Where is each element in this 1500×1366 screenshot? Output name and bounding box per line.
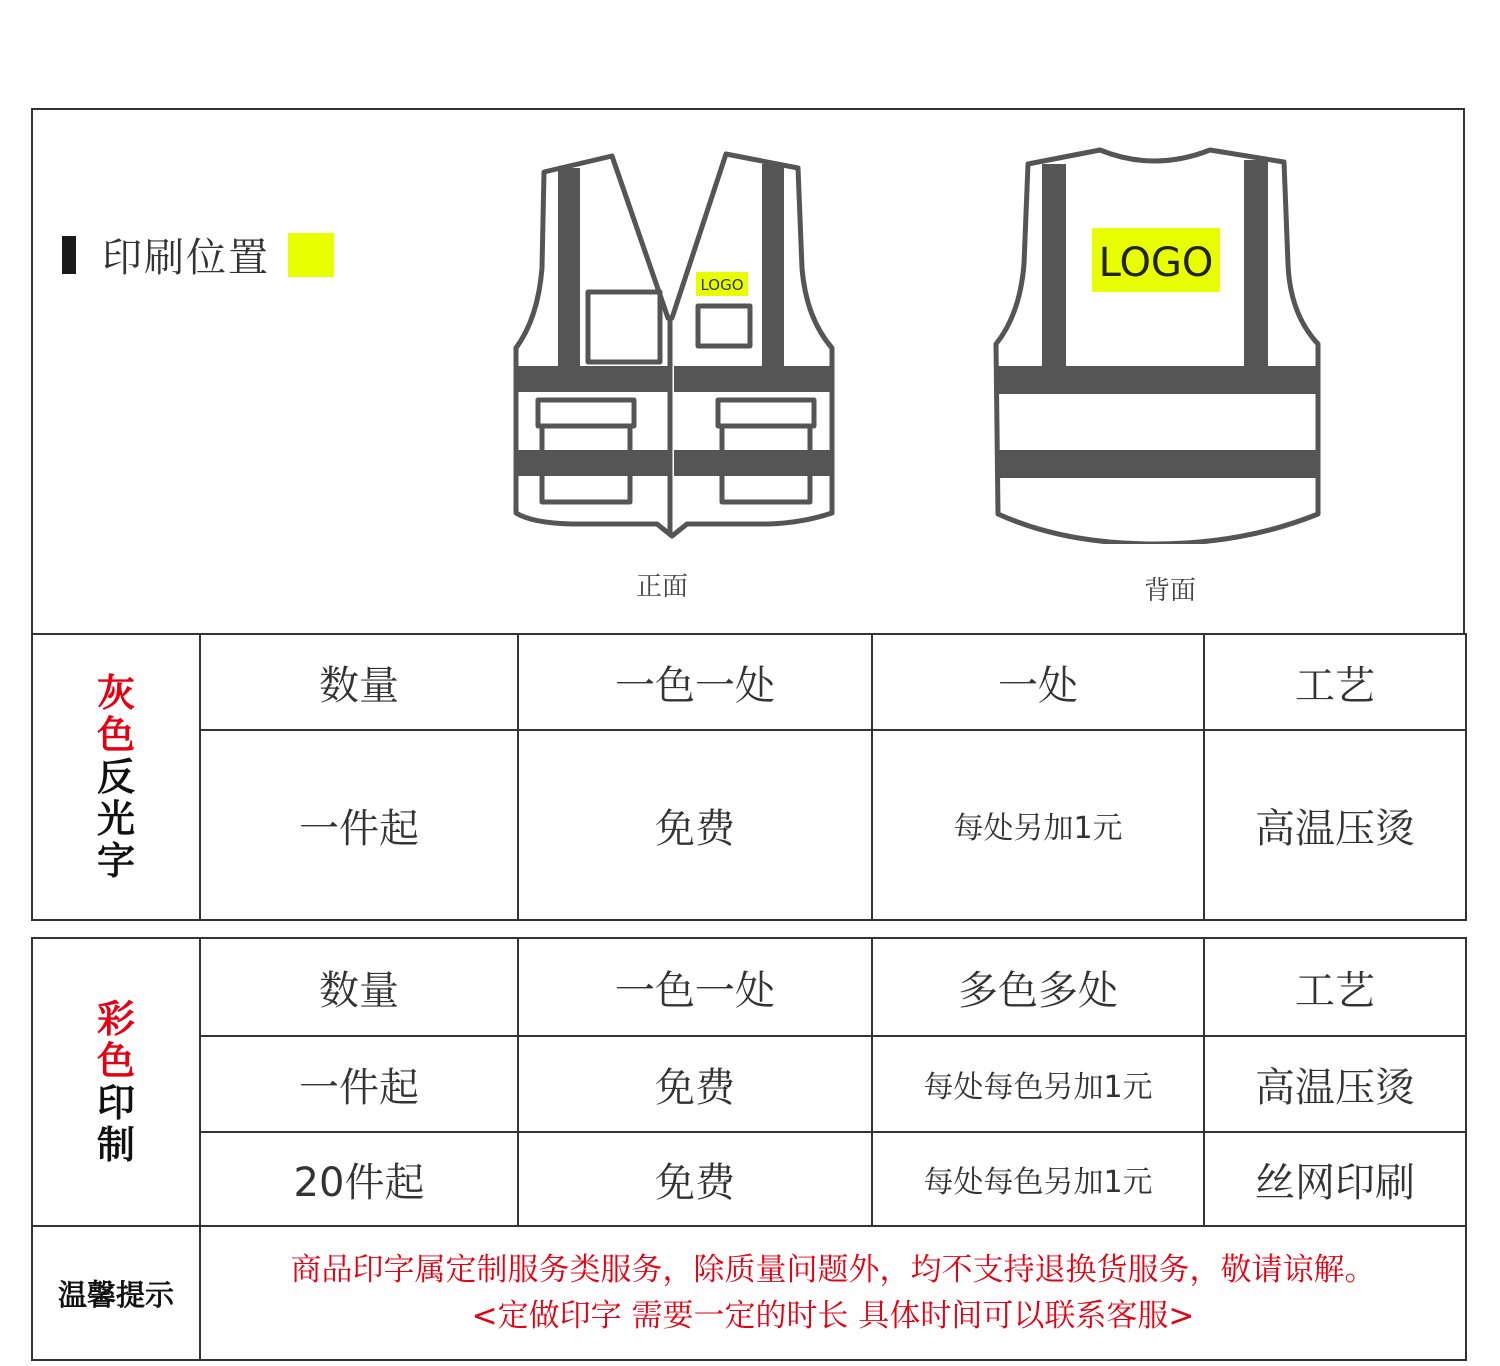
- gray-header-position: 一处: [872, 634, 1204, 730]
- heading-bar: [62, 236, 76, 274]
- gray-side-label: [32, 634, 200, 920]
- table-cell: 每处每色另加1元: [872, 1132, 1204, 1226]
- front-logo-text: LOGO: [700, 276, 744, 294]
- color-header-multi-color: 多色多处: [872, 938, 1204, 1036]
- gray-label-char: 光: [96, 797, 135, 841]
- gray-label-char: 灰: [96, 671, 135, 715]
- table-cell: 一件起: [200, 730, 518, 920]
- color-header-quantity: 数量: [200, 938, 518, 1036]
- gray-label-char: 色: [96, 713, 135, 757]
- tip-line-1: 商品印字属定制服务类服务，除质量问题外，均不支持退换货服务，敬请谅解。: [290, 1252, 1376, 1288]
- table-cell: 免费: [518, 1036, 872, 1132]
- color-label-char: 色: [96, 1039, 135, 1083]
- front-vest-diagram: [502, 148, 842, 548]
- table-cell: 每处另加1元: [872, 730, 1204, 920]
- tip-label: 温馨提示: [32, 1226, 200, 1360]
- print-position-heading: [62, 226, 334, 283]
- color-header-one-color: 一色一处: [518, 938, 872, 1036]
- color-label-char: 制: [96, 1123, 135, 1167]
- table-cell: 免费: [518, 1132, 872, 1226]
- back-logo-text: LOGO: [1098, 240, 1214, 286]
- color-label-char: 印: [96, 1081, 135, 1125]
- back-vest-diagram: [984, 144, 1324, 544]
- yellow-swatch: [288, 233, 334, 277]
- gray-header-quantity: 数量: [200, 634, 518, 730]
- color-header-process: 工艺: [1204, 938, 1466, 1036]
- table-cell: 高温压烫: [1204, 1036, 1466, 1132]
- gray-reflective-table: [31, 633, 1467, 921]
- table-cell: 丝网印刷: [1204, 1132, 1466, 1226]
- back-caption: 背面: [1144, 576, 1197, 606]
- tip-text: [200, 1226, 1466, 1360]
- tip-line-2: <定做印字 需要一定的时长 具体时间可以联系客服>: [471, 1298, 1195, 1334]
- table-cell: 20件起: [200, 1132, 518, 1226]
- table-cell: 免费: [518, 730, 872, 920]
- heading-title: 印刷位置: [102, 235, 270, 281]
- color-label-char: 彩: [96, 997, 135, 1041]
- gray-header-process: 工艺: [1204, 634, 1466, 730]
- table-cell: 每处每色另加1元: [872, 1036, 1204, 1132]
- gray-label-char: 反: [96, 755, 135, 799]
- gray-header-one-color: 一色一处: [518, 634, 872, 730]
- color-side-label: [32, 938, 200, 1226]
- table-cell: 一件起: [200, 1036, 518, 1132]
- color-print-table: [31, 937, 1467, 1361]
- front-caption: 正面: [636, 572, 689, 602]
- gray-label-char: 字: [96, 839, 135, 883]
- table-cell: 高温压烫: [1204, 730, 1466, 920]
